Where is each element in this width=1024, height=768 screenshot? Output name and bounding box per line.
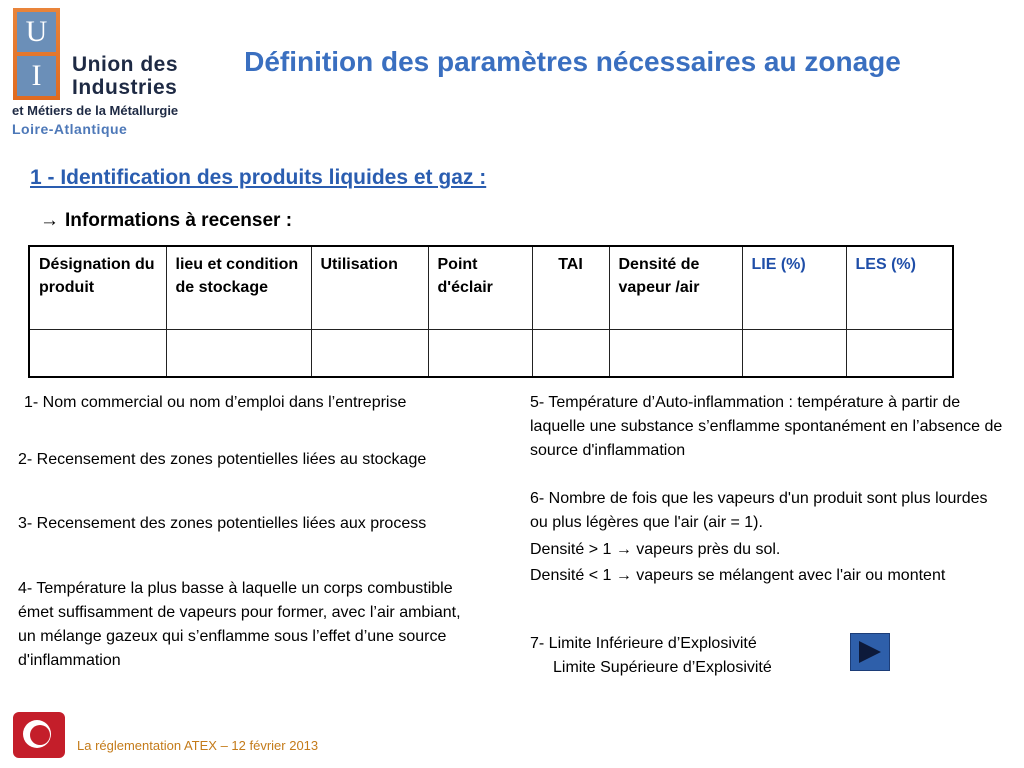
table-cell: [166, 330, 311, 378]
table-header-cell: LIE (%): [742, 246, 846, 330]
logo-text-line2: Industries: [72, 76, 178, 99]
table-cell: [742, 330, 846, 378]
note-6-density-high: Densité > 1 → vapeurs près du sol.: [530, 541, 781, 558]
next-slide-button[interactable]: [850, 633, 890, 671]
note-6-density-low: Densité < 1 → vapeurs se mélangent avec l'air ou montent: [530, 567, 946, 584]
table-row: [29, 330, 953, 378]
table-cell: [428, 330, 532, 378]
table-header-cell: Désignation du produit: [29, 246, 166, 330]
parameters-table: [28, 245, 954, 378]
note-4: 4- Température la plus basse à laquelle un corps combustible émet suffisamment de vapeurs pour former, avec l’air ambiant, un mélange gazeux qui s’enflamme sous l’effet d’une source d'inflammation: [18, 580, 461, 669]
arrow-right-icon: →: [40, 210, 59, 231]
note-3: 3- Recensement des zones potentielles liées aux process: [18, 515, 427, 532]
note-2: 2- Recensement des zones potentielles liées au stockage: [18, 451, 427, 468]
logo-text-line4: Loire-Atlantique: [12, 121, 128, 137]
note-7-lie: 7- Limite Inférieure d’Explosivité: [530, 635, 757, 652]
info-heading: [40, 210, 292, 232]
table-header-cell: LES (%): [846, 246, 953, 330]
note-7-les: Limite Supérieure d’Explosivité: [553, 659, 772, 676]
section-heading: 1 - Identification des produits liquides et gaz :: [30, 166, 487, 189]
logo-letter-i: I: [17, 56, 56, 96]
table-cell: [609, 330, 742, 378]
logo-text-line1: Union des: [72, 53, 179, 76]
table-header-row: [29, 246, 953, 330]
logo-text-line3: et Métiers de la Métallurgie: [12, 103, 179, 118]
logo-letter-u: U: [17, 12, 56, 52]
table-header-cell: Densité de vapeur /air: [609, 246, 742, 330]
info-heading-label: Informations à recenser :: [65, 210, 293, 231]
table-header-cell: Point d'éclair: [428, 246, 532, 330]
table-cell: [29, 330, 166, 378]
slide-title: Définition des paramètres nécessaires au zonage: [244, 46, 901, 77]
play-triangle-icon: [859, 641, 881, 663]
note-5: 5- Température d’Auto-inflammation : température à partir de laquelle une substance s’enflamme spontanément en l’absence de source d'inflammation: [530, 394, 1003, 459]
table-header-cell: TAI: [532, 246, 609, 330]
table-cell: [311, 330, 428, 378]
table-header-cell: Utilisation: [311, 246, 428, 330]
table-cell: [532, 330, 609, 378]
footer-logo: [13, 712, 65, 758]
footer-text: La réglementation ATEX – 12 février 2013: [77, 738, 319, 753]
note-1: 1- Nom commercial ou nom d’emploi dans l’entreprise: [24, 394, 407, 411]
table-header-cell: lieu et condition de stockage: [166, 246, 311, 330]
table-cell: [846, 330, 953, 378]
uimm-logo-mark: [13, 8, 60, 100]
note-6: 6- Nombre de fois que les vapeurs d'un produit sont plus lourdes ou plus légères que l'air (air = 1).: [530, 490, 988, 531]
